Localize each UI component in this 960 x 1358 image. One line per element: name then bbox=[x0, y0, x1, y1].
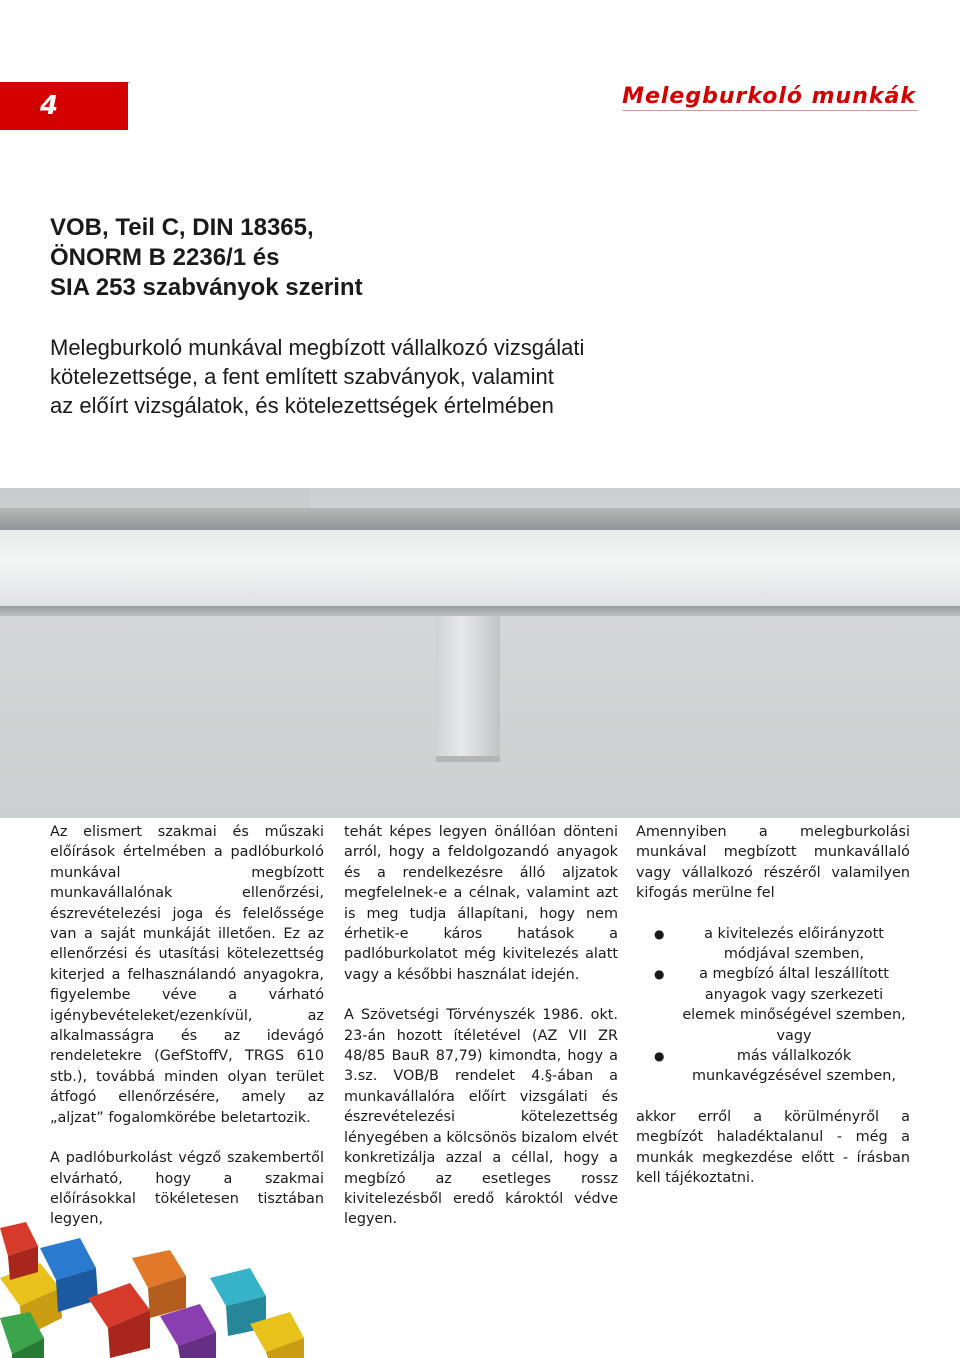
bullet-item: ● a kivitelezés előirányzott módjával szemben, bbox=[678, 924, 910, 965]
text-column-1 bbox=[50, 822, 324, 1250]
photo-profile-top bbox=[0, 508, 960, 530]
bullet-item: ● a megbízó által leszállított anyagok vagy szerkezeti elemek minőségével szemben, vagy bbox=[678, 964, 910, 1046]
paragraph: A padlóburkolást végző szakembertől elvárható, hogy a szakmai előírásokkal tökéletesen tisztában legyen, bbox=[50, 1150, 324, 1228]
document-title bbox=[50, 213, 363, 303]
subtitle-line: kötelezettsége, a fent említett szabványok, valamint bbox=[50, 364, 554, 389]
paragraph: Az elismert szakmai és műszaki előírások értelmében a padlóburkoló munkával megbízott munkavállalónak ellenőrzési, észrevételezési joga és felelőssége van a saját munkáját illetően. Ez az ellenőrzési és utasítási kötelezettség kiterjed a felhasználandó anyagokra, figyelembe véve a várható igénybevételeket/ezenkívül, az alkalmasságra és az idevágó rendeletekre (GefStoffV, TRGS 610 stb.), továbbá minden olyan terület átfogó ellenőrzésére, amely az „aljzat” fogalomkörébe beletartozik. bbox=[50, 824, 324, 1126]
paragraph: akkor erről a körülményről a megbízót haladéktalanul - még a munkák megkezdése előtt - írásban kell tájékoztatni. bbox=[636, 1108, 910, 1187]
cube bbox=[0, 1222, 38, 1280]
photo-profile-bottom bbox=[0, 606, 960, 616]
title-line: VOB, Teil C, DIN 18365, bbox=[50, 214, 314, 241]
subtitle-line: az előírt vizsgálatok, és kötelezettségek értelmében bbox=[50, 393, 554, 418]
paragraph: A Szövetségi Törvényszék 1986. okt. 23-án hozott ítéletével (AZ VII ZR 48/85 BauR 87,79) kimondta, hogy a 3.sz. VOB/B rendelet 4.§-ában a munkavállalóra előírt vizsgálati és észrevételezési kötelezettség lényegében a kölcsönös bizalom elvét konkretizálja azzal a céllal, hogy a megbízó az esetleges rossz kivitelezésből eredő károktól védve legyen. bbox=[344, 1007, 619, 1228]
bullet-item: ● más vállalkozók munkavégzésével szemben, bbox=[678, 1046, 910, 1087]
paragraph: tehát képes legyen önállóan dönteni arról, hogy a feldolgozandó anyagok és a rendelkezésre álló aljzatok megfelelnek-e a célnak, valamint azt is meg tudja állapítani, hogy nem érhetik-e káros hatások a padlóburkolatot még kivitelezés alatt vagy a későbbi használat idején. bbox=[344, 824, 618, 983]
section-title-rule bbox=[622, 110, 918, 111]
section-title: Melegburkoló munkák bbox=[622, 84, 916, 109]
text-column-2 bbox=[344, 822, 618, 1250]
paragraph: Amennyiben a melegburkolási munkával megbízott munkavállaló vagy vállalkozó részéről valamilyen kifogás merülne fel bbox=[636, 824, 910, 902]
title-line: ÖNORM B 2236/1 és bbox=[50, 244, 280, 271]
colored-cubes-decoration bbox=[0, 1208, 960, 1358]
subtitle-line: Melegburkoló munkával megbízott vállalkozó vizsgálati bbox=[50, 335, 585, 360]
text-column-3 bbox=[636, 822, 910, 1209]
profile-photo bbox=[0, 488, 960, 818]
photo-profile-post-end bbox=[436, 756, 500, 762]
page-number: 4 bbox=[0, 82, 128, 130]
bullet-list bbox=[636, 924, 910, 1087]
title-line: SIA 253 szabványok szerint bbox=[50, 274, 363, 301]
document-subtitle bbox=[50, 333, 584, 420]
photo-profile-post bbox=[436, 616, 500, 756]
photo-profile-face bbox=[0, 530, 960, 606]
photo-plate bbox=[310, 488, 960, 508]
